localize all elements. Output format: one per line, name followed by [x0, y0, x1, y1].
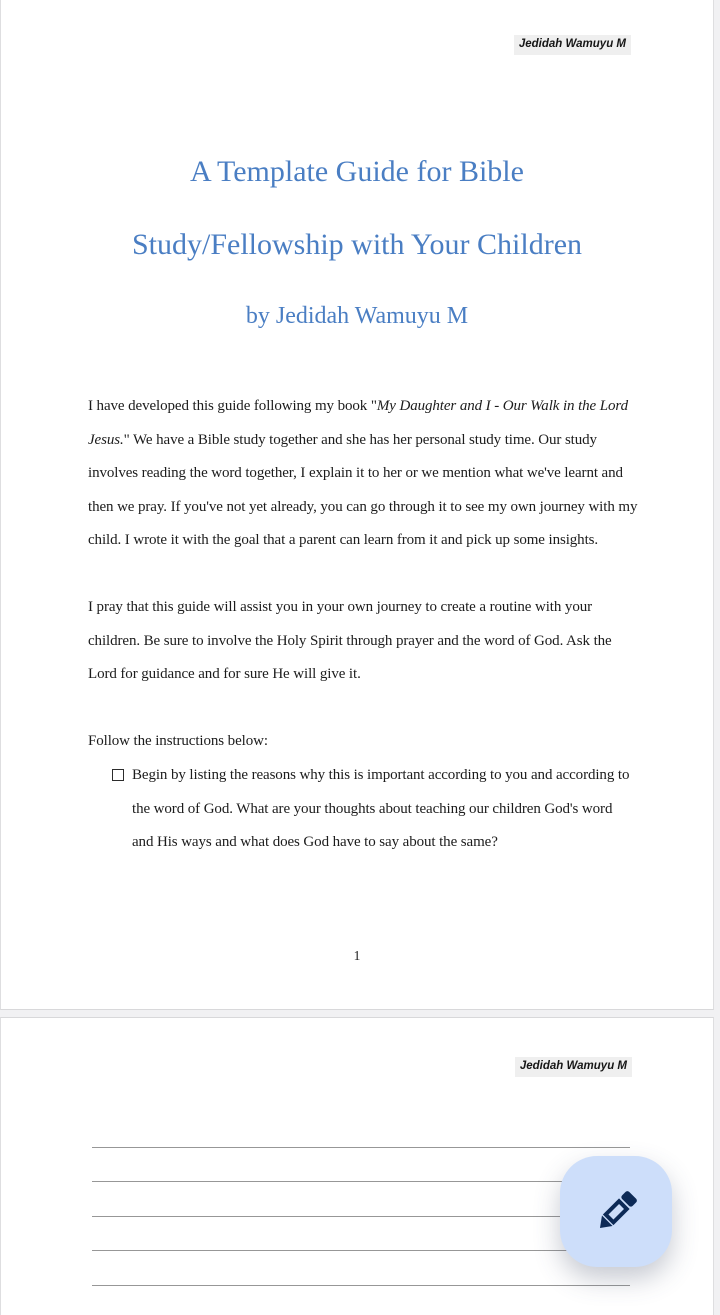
page1-header-author: Jedidah Wamuyu M — [514, 35, 631, 55]
paragraph-intro-text: I have developed this guide following my book " — [88, 398, 377, 414]
edit-fab-button[interactable] — [560, 1156, 672, 1267]
ruled-line — [92, 1216, 630, 1217]
page-gap-divider — [0, 1010, 720, 1017]
ruled-line — [92, 1285, 630, 1286]
document-byline: by Jedidah Wamuyu M — [245, 303, 469, 329]
checkbox-icon — [112, 769, 124, 781]
paragraph-prayer: I pray that this guide will assist you in your own journey to create a routine with your children. Be sure to involve the Holy Spirit through prayer and the word of God. Ask the Lord for guidance and for sure He will give it. — [88, 599, 612, 682]
checklist-item — [112, 759, 637, 860]
document-title-line-2: Study/Fellowship with Your Children — [131, 228, 583, 261]
page-number: 1 — [353, 948, 361, 963]
instructions-label: Follow the instructions below: — [88, 733, 268, 749]
document-title-line-1: A Template Guide for Bible — [190, 155, 524, 188]
paragraph-intro-continuation: " We have a Bible study together and she has her personal study time. Our study involves reading the word together, I explain it to her or we mention what we've learnt and then we pray. If you've not yet already, you can go through it to see my own journey with my child. I wrote it with the goal that a parent can learn from it and pick up some insights. — [88, 431, 638, 548]
pencil-edit-icon — [588, 1184, 644, 1240]
book-title-italic: My Daughter and I - Our Walk in the Lord Jesus. — [88, 398, 628, 448]
paragraph-intro — [88, 390, 640, 558]
ruled-line — [92, 1147, 630, 1148]
page2-header-author: Jedidah Wamuyu M — [515, 1057, 632, 1077]
ruled-line — [92, 1181, 630, 1182]
ruled-line — [92, 1250, 630, 1251]
checklist-item-text: Begin by listing the reasons why this is important according to you and according to the word of God. What are your thoughts about teaching our children God's word and His ways and what does God have to say about the same? — [132, 767, 630, 850]
